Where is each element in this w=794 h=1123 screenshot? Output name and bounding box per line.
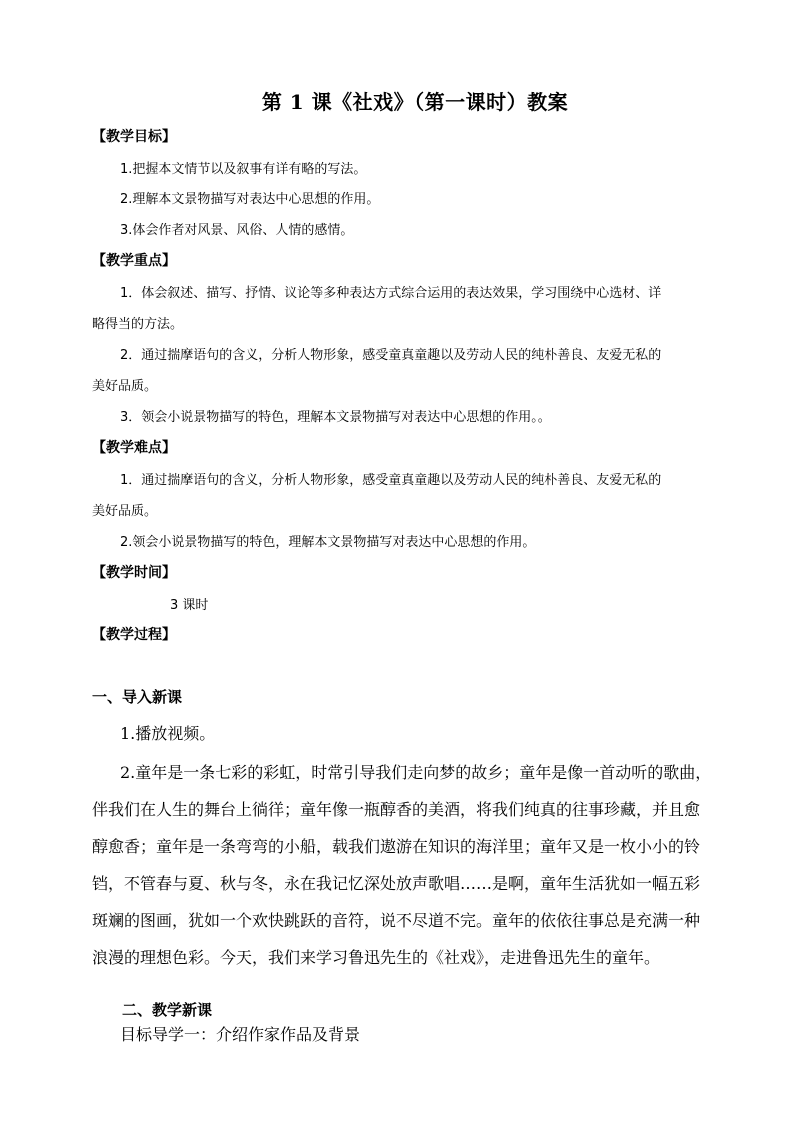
- process-heading: 【教学过程】: [92, 627, 176, 643]
- intro-step-2-line-2: 伴我们在人生的舞台上徜徉；童年像一瓶醇香的美酒，将我们纯真的往事珍藏，并且愈: [92, 800, 701, 819]
- key-point-1-line-2: 略得当的方法。: [92, 317, 184, 332]
- intro-step-2-line-3: 醇愈香；童年是一条弯弯的小船，载我们遨游在知识的海洋里；童年又是一枚小小的铃: [92, 837, 701, 856]
- key-points-heading: 【教学重点】: [92, 253, 176, 269]
- intro-step-2-line-5: 斑斓的图画，犹如一个欢快跳跃的音符，说不尽道不完。童年的依依往事总是充满一种: [92, 911, 701, 930]
- objective-item-3: 3.体会作者对风景、风俗、人情的感情。: [120, 223, 354, 238]
- difficulties-heading: 【教学难点】: [92, 440, 176, 456]
- new-lesson-goal-1: 目标导学一：介绍作家作品及背景: [120, 1025, 361, 1044]
- page-title: 第 1 课《社戏》（第一课时）教案: [261, 90, 569, 114]
- objective-item-1: 1.把握本文情节以及叙事有详有略的写法。: [120, 162, 367, 177]
- intro-heading: 一、导入新课: [92, 688, 183, 706]
- difficulty-1-line-1: 1．通过揣摩语句的含义，分析人物形象，感受童真童趣以及劳动人民的纯朴善良、友爱无私的: [120, 473, 662, 488]
- key-point-2-line-2: 美好品质。: [92, 379, 158, 394]
- key-point-2-line-1: 2．通过揣摩语句的含义，分析人物形象，感受童真童趣以及劳动人民的纯朴善良、友爱无私的: [120, 348, 662, 363]
- time-value: 3 课时: [170, 598, 209, 613]
- intro-step-2-line-6: 浪漫的理想色彩。今天，我们来学习鲁迅先生的《社戏》，走进鲁迅先生的童年。: [92, 948, 661, 967]
- objectives-heading: 【教学目标】: [92, 129, 176, 145]
- new-lesson-heading: 二、教学新课: [122, 1001, 213, 1019]
- key-point-1-line-1: 1．体会叙述、描写、抒情、议论等多种表达方式综合运用的表达效果，学习围绕中心选材、详: [120, 286, 662, 301]
- key-point-3: 3．领会小说景物描写的特色，理解本文景物描写对表达中心思想的作用。。: [120, 410, 551, 425]
- objective-item-2: 2.理解本文景物描写对表达中心思想的作用。: [120, 192, 380, 207]
- time-heading: 【教学时间】: [92, 565, 176, 581]
- intro-step-2-line-4: 铛，不管春与夏、秋与冬，永在我记忆深处放声歌唱……是啊，童年生活犹如一幅五彩: [92, 874, 701, 893]
- intro-step-1: 1.播放视频。: [120, 724, 216, 743]
- difficulty-1-line-2: 美好品质。: [92, 504, 158, 519]
- intro-step-2-line-1: 2.童年是一条七彩的彩虹，时常引导我们走向梦的故乡；童年是像一首动听的歌曲，: [120, 763, 712, 782]
- difficulty-2: 2.领会小说景物描写的特色，理解本文景物描写对表达中心思想的作用。: [120, 535, 536, 550]
